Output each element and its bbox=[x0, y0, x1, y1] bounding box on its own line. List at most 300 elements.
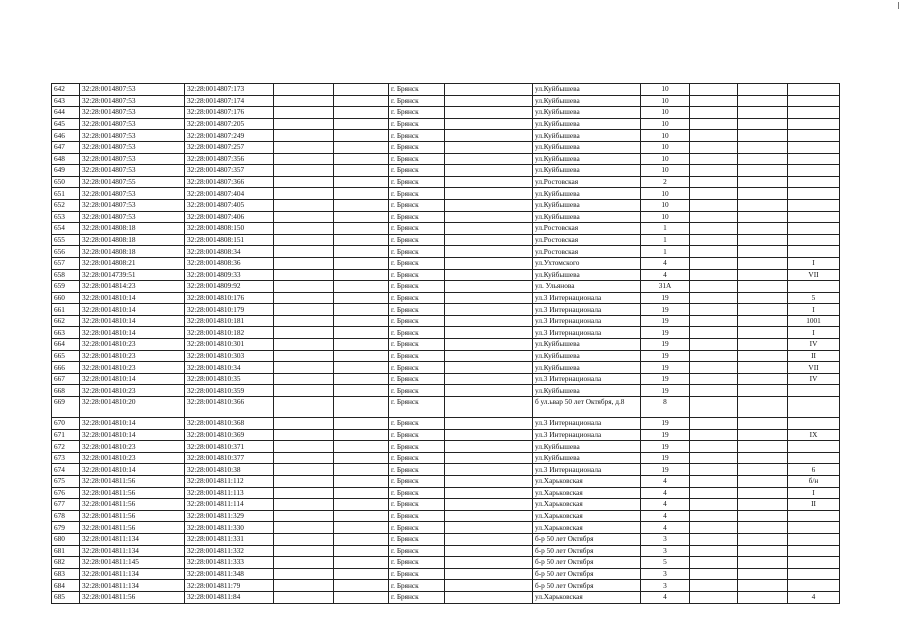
cell-row-number: 642 bbox=[52, 84, 80, 96]
cell-premises-number bbox=[788, 568, 840, 580]
cell-cadastral-number: 32:28:0014810:181 bbox=[185, 315, 274, 327]
cell-col-11 bbox=[738, 385, 788, 397]
cell-cadastral-number: 32:28:0014808:150 bbox=[185, 223, 274, 235]
cell-house-number: 1 bbox=[641, 223, 690, 235]
cell-col-10 bbox=[690, 84, 738, 96]
cell-col-4 bbox=[274, 176, 334, 188]
cell-source-cadastral-number: 32:28:0014810:14 bbox=[80, 373, 185, 385]
cell-source-cadastral-number: 32:28:0014811:56 bbox=[80, 510, 185, 522]
cell-house-number: 3 bbox=[641, 580, 690, 592]
cell-col-10 bbox=[690, 429, 738, 441]
cell-col-4 bbox=[274, 591, 334, 603]
cell-col-10 bbox=[690, 315, 738, 327]
cell-source-cadastral-number: 32:28:0014808:18 bbox=[80, 246, 185, 258]
cell-col-11 bbox=[738, 373, 788, 385]
cell-col-10 bbox=[690, 580, 738, 592]
cell-col-10 bbox=[690, 557, 738, 569]
cell-col-5 bbox=[334, 464, 389, 476]
cell-col-7 bbox=[445, 522, 533, 534]
cell-col-4 bbox=[274, 211, 334, 223]
cell-premises-number bbox=[788, 165, 840, 177]
cell-premises-number: IV bbox=[788, 339, 840, 351]
cell-source-cadastral-number: 32:28:0014810:23 bbox=[80, 385, 185, 397]
table-row bbox=[52, 568, 840, 580]
cell-city: г. Брянск bbox=[389, 385, 445, 397]
cell-city: г. Брянск bbox=[389, 464, 445, 476]
cell-col-10 bbox=[690, 545, 738, 557]
cell-cadastral-number: 32:28:0014811:79 bbox=[185, 580, 274, 592]
cell-premises-number: 6 bbox=[788, 464, 840, 476]
cell-row-number: 655 bbox=[52, 234, 80, 246]
cell-premises-number: 5 bbox=[788, 292, 840, 304]
cell-col-10 bbox=[690, 257, 738, 269]
cell-house-number: 4 bbox=[641, 257, 690, 269]
cell-source-cadastral-number: 32:28:0014807:53 bbox=[80, 84, 185, 96]
cell-source-cadastral-number: 32:28:0014810:23 bbox=[80, 452, 185, 464]
cell-col-5 bbox=[334, 176, 389, 188]
cell-col-7 bbox=[445, 176, 533, 188]
cell-row-number: 656 bbox=[52, 246, 80, 258]
cell-col-7 bbox=[445, 199, 533, 211]
cell-row-number: 665 bbox=[52, 350, 80, 362]
cell-col-11 bbox=[738, 522, 788, 534]
cell-house-number: 10 bbox=[641, 188, 690, 200]
cell-col-5 bbox=[334, 397, 389, 418]
cell-house-number: 4 bbox=[641, 269, 690, 281]
cell-col-5 bbox=[334, 373, 389, 385]
cell-col-7 bbox=[445, 246, 533, 258]
cell-house-number: 19 bbox=[641, 362, 690, 374]
cell-cadastral-number: 32:28:0014807:173 bbox=[185, 84, 274, 96]
cell-col-10 bbox=[690, 188, 738, 200]
table-row bbox=[52, 292, 840, 304]
cell-col-10 bbox=[690, 522, 738, 534]
cell-source-cadastral-number: 32:28:0014807:53 bbox=[80, 107, 185, 119]
cell-source-cadastral-number: 32:28:0014810:20 bbox=[80, 397, 185, 418]
cell-col-7 bbox=[445, 84, 533, 96]
cell-col-11 bbox=[738, 281, 788, 293]
cell-city: г. Брянск bbox=[389, 130, 445, 142]
scan-mark bbox=[898, 2, 899, 9]
cell-street: ул.Куйбышева bbox=[533, 441, 641, 453]
cell-house-number: 4 bbox=[641, 591, 690, 603]
cell-house-number: 19 bbox=[641, 452, 690, 464]
cell-city: г. Брянск bbox=[389, 452, 445, 464]
cell-col-5 bbox=[334, 580, 389, 592]
cell-house-number: 31А bbox=[641, 281, 690, 293]
cell-col-11 bbox=[738, 557, 788, 569]
cell-col-11 bbox=[738, 118, 788, 130]
cell-cadastral-number: 32:28:0014810:182 bbox=[185, 327, 274, 339]
cell-col-11 bbox=[738, 246, 788, 258]
cell-row-number: 657 bbox=[52, 257, 80, 269]
cell-source-cadastral-number: 32:28:0014807:53 bbox=[80, 211, 185, 223]
cell-col-10 bbox=[690, 591, 738, 603]
cell-col-5 bbox=[334, 211, 389, 223]
cell-city: г. Брянск bbox=[389, 476, 445, 488]
cell-premises-number bbox=[788, 385, 840, 397]
cell-street: ул.Харьковская bbox=[533, 591, 641, 603]
cell-col-4 bbox=[274, 499, 334, 511]
cell-col-4 bbox=[274, 522, 334, 534]
cell-cadastral-number: 32:28:0014808:36 bbox=[185, 257, 274, 269]
cell-cadastral-number: 32:28:0014811:329 bbox=[185, 510, 274, 522]
cell-house-number: 19 bbox=[641, 304, 690, 316]
cell-col-5 bbox=[334, 281, 389, 293]
cell-cadastral-number: 32:28:0014807:404 bbox=[185, 188, 274, 200]
cell-col-10 bbox=[690, 464, 738, 476]
cell-col-11 bbox=[738, 591, 788, 603]
cell-cadastral-number: 32:28:0014810:38 bbox=[185, 464, 274, 476]
cell-city: г. Брянск bbox=[389, 418, 445, 430]
cell-cadastral-number: 32:28:0014807:205 bbox=[185, 118, 274, 130]
cell-col-7 bbox=[445, 315, 533, 327]
cell-city: г. Брянск bbox=[389, 281, 445, 293]
table-row bbox=[52, 385, 840, 397]
cell-col-5 bbox=[334, 246, 389, 258]
cell-cadastral-number: 32:28:0014811:332 bbox=[185, 545, 274, 557]
cell-col-7 bbox=[445, 141, 533, 153]
cell-col-7 bbox=[445, 118, 533, 130]
cell-col-11 bbox=[738, 476, 788, 488]
cell-col-5 bbox=[334, 476, 389, 488]
cell-col-7 bbox=[445, 211, 533, 223]
cell-col-7 bbox=[445, 429, 533, 441]
cell-city: г. Брянск bbox=[389, 84, 445, 96]
cell-house-number: 10 bbox=[641, 95, 690, 107]
table-row bbox=[52, 441, 840, 453]
table-row bbox=[52, 591, 840, 603]
cell-col-4 bbox=[274, 199, 334, 211]
cell-cadastral-number: 32:28:0014810:301 bbox=[185, 339, 274, 351]
table-row bbox=[52, 545, 840, 557]
cell-col-4 bbox=[274, 557, 334, 569]
cell-street: ул.3 Интернационала bbox=[533, 418, 641, 430]
table-row bbox=[52, 362, 840, 374]
cell-col-4 bbox=[274, 234, 334, 246]
cell-col-7 bbox=[445, 281, 533, 293]
cell-row-number: 671 bbox=[52, 429, 80, 441]
cell-row-number: 662 bbox=[52, 315, 80, 327]
cell-col-7 bbox=[445, 373, 533, 385]
cell-city: г. Брянск bbox=[389, 199, 445, 211]
cell-premises-number bbox=[788, 176, 840, 188]
cell-col-7 bbox=[445, 385, 533, 397]
cell-street: ул.Куйбышева bbox=[533, 95, 641, 107]
cell-col-5 bbox=[334, 130, 389, 142]
cell-col-10 bbox=[690, 339, 738, 351]
cell-col-11 bbox=[738, 211, 788, 223]
cell-row-number: 666 bbox=[52, 362, 80, 374]
cell-source-cadastral-number: 32:28:0014808:18 bbox=[80, 234, 185, 246]
cell-col-7 bbox=[445, 327, 533, 339]
cell-col-11 bbox=[738, 107, 788, 119]
cell-premises-number: VII bbox=[788, 269, 840, 281]
cell-col-11 bbox=[738, 165, 788, 177]
cell-premises-number: I bbox=[788, 257, 840, 269]
cell-col-5 bbox=[334, 292, 389, 304]
cell-house-number: 19 bbox=[641, 315, 690, 327]
table-row bbox=[52, 339, 840, 351]
cell-premises-number: IX bbox=[788, 429, 840, 441]
cell-city: г. Брянск bbox=[389, 304, 445, 316]
cell-source-cadastral-number: 32:28:0014807:53 bbox=[80, 165, 185, 177]
cell-col-10 bbox=[690, 452, 738, 464]
cell-street: ул.Куйбышева bbox=[533, 269, 641, 281]
cell-col-7 bbox=[445, 510, 533, 522]
cell-cadastral-number: 32:28:0014807:356 bbox=[185, 153, 274, 165]
cell-row-number: 680 bbox=[52, 533, 80, 545]
cell-col-4 bbox=[274, 153, 334, 165]
cell-col-7 bbox=[445, 580, 533, 592]
cell-col-4 bbox=[274, 281, 334, 293]
cell-source-cadastral-number: 32:28:0014810:23 bbox=[80, 339, 185, 351]
cell-col-4 bbox=[274, 385, 334, 397]
cell-row-number: 672 bbox=[52, 441, 80, 453]
cell-col-5 bbox=[334, 165, 389, 177]
cell-source-cadastral-number: 32:28:0014810:23 bbox=[80, 350, 185, 362]
cell-cadastral-number: 32:28:0014810:34 bbox=[185, 362, 274, 374]
cell-street: ул.Ростовская bbox=[533, 176, 641, 188]
cell-house-number: 19 bbox=[641, 327, 690, 339]
cell-premises-number: 1001 bbox=[788, 315, 840, 327]
cell-col-11 bbox=[738, 452, 788, 464]
cell-city: г. Брянск bbox=[389, 95, 445, 107]
cell-source-cadastral-number: 32:28:0014807:53 bbox=[80, 199, 185, 211]
cell-col-10 bbox=[690, 211, 738, 223]
table-row bbox=[52, 476, 840, 488]
cell-col-7 bbox=[445, 545, 533, 557]
cell-col-7 bbox=[445, 418, 533, 430]
cell-col-11 bbox=[738, 499, 788, 511]
cell-city: г. Брянск bbox=[389, 533, 445, 545]
cell-row-number: 674 bbox=[52, 464, 80, 476]
cell-col-10 bbox=[690, 304, 738, 316]
cell-col-5 bbox=[334, 591, 389, 603]
cell-col-4 bbox=[274, 510, 334, 522]
cell-col-5 bbox=[334, 141, 389, 153]
cell-street: б-р 50 лет Октября bbox=[533, 533, 641, 545]
cell-cadastral-number: 32:28:0014807:176 bbox=[185, 107, 274, 119]
cell-row-number: 648 bbox=[52, 153, 80, 165]
cell-col-5 bbox=[334, 487, 389, 499]
cell-city: г. Брянск bbox=[389, 327, 445, 339]
cell-col-5 bbox=[334, 441, 389, 453]
cell-row-number: 664 bbox=[52, 339, 80, 351]
cell-house-number: 2 bbox=[641, 176, 690, 188]
table-row bbox=[52, 580, 840, 592]
cell-premises-number: I bbox=[788, 487, 840, 499]
table-row bbox=[52, 452, 840, 464]
cell-street: ул.Ростовская bbox=[533, 223, 641, 235]
cell-col-5 bbox=[334, 269, 389, 281]
cell-row-number: 646 bbox=[52, 130, 80, 142]
cell-col-4 bbox=[274, 429, 334, 441]
cell-source-cadastral-number: 32:28:0014810:14 bbox=[80, 418, 185, 430]
cell-col-11 bbox=[738, 418, 788, 430]
cell-col-5 bbox=[334, 362, 389, 374]
cell-cadastral-number: 32:28:0014811:348 bbox=[185, 568, 274, 580]
cell-col-11 bbox=[738, 533, 788, 545]
cell-cadastral-number: 32:28:0014811:112 bbox=[185, 476, 274, 488]
cell-source-cadastral-number: 32:28:0014811:56 bbox=[80, 499, 185, 511]
cell-col-10 bbox=[690, 476, 738, 488]
cell-source-cadastral-number: 32:28:0014807:53 bbox=[80, 188, 185, 200]
cell-premises-number bbox=[788, 522, 840, 534]
cell-col-4 bbox=[274, 165, 334, 177]
cell-col-4 bbox=[274, 304, 334, 316]
cell-street: ул.Харьковская bbox=[533, 476, 641, 488]
cell-col-4 bbox=[274, 545, 334, 557]
cell-city: г. Брянск bbox=[389, 269, 445, 281]
cell-col-5 bbox=[334, 84, 389, 96]
cell-col-5 bbox=[334, 327, 389, 339]
cell-col-10 bbox=[690, 199, 738, 211]
cell-street: ул.Куйбышева bbox=[533, 385, 641, 397]
cell-col-5 bbox=[334, 545, 389, 557]
cell-col-10 bbox=[690, 153, 738, 165]
cell-street: ул.Куйбышева bbox=[533, 141, 641, 153]
cell-city: г. Брянск bbox=[389, 339, 445, 351]
cell-house-number: 19 bbox=[641, 292, 690, 304]
cell-premises-number bbox=[788, 107, 840, 119]
cell-cadastral-number: 32:28:0014810:368 bbox=[185, 418, 274, 430]
cell-col-10 bbox=[690, 362, 738, 374]
cell-city: г. Брянск bbox=[389, 557, 445, 569]
cell-col-10 bbox=[690, 130, 738, 142]
cell-col-4 bbox=[274, 476, 334, 488]
cell-house-number: 10 bbox=[641, 153, 690, 165]
cell-source-cadastral-number: 32:28:0014811:134 bbox=[80, 545, 185, 557]
cell-row-number: 645 bbox=[52, 118, 80, 130]
cell-col-5 bbox=[334, 557, 389, 569]
cell-col-5 bbox=[334, 510, 389, 522]
cell-row-number: 663 bbox=[52, 327, 80, 339]
cell-col-5 bbox=[334, 533, 389, 545]
cell-row-number: 668 bbox=[52, 385, 80, 397]
cell-source-cadastral-number: 32:28:0014807:53 bbox=[80, 95, 185, 107]
table-row bbox=[52, 557, 840, 569]
cell-cadastral-number: 32:28:0014810:179 bbox=[185, 304, 274, 316]
cell-col-5 bbox=[334, 429, 389, 441]
cell-house-number: 5 bbox=[641, 557, 690, 569]
table-row bbox=[52, 84, 840, 96]
cell-street: б-р 50 лет Октября bbox=[533, 557, 641, 569]
cell-col-4 bbox=[274, 418, 334, 430]
cell-col-7 bbox=[445, 223, 533, 235]
table-row bbox=[52, 350, 840, 362]
cell-row-number: 685 bbox=[52, 591, 80, 603]
cell-city: г. Брянск bbox=[389, 141, 445, 153]
cell-row-number: 679 bbox=[52, 522, 80, 534]
table-row bbox=[52, 118, 840, 130]
cell-col-10 bbox=[690, 533, 738, 545]
cell-col-11 bbox=[738, 464, 788, 476]
cell-col-5 bbox=[334, 118, 389, 130]
cell-row-number: 676 bbox=[52, 487, 80, 499]
cell-col-11 bbox=[738, 234, 788, 246]
cell-col-10 bbox=[690, 385, 738, 397]
cell-col-4 bbox=[274, 292, 334, 304]
cell-col-4 bbox=[274, 373, 334, 385]
cell-col-10 bbox=[690, 441, 738, 453]
cell-col-7 bbox=[445, 304, 533, 316]
cell-premises-number bbox=[788, 246, 840, 258]
cell-col-4 bbox=[274, 362, 334, 374]
cell-premises-number bbox=[788, 211, 840, 223]
table-row bbox=[52, 522, 840, 534]
cell-city: г. Брянск bbox=[389, 362, 445, 374]
cell-col-11 bbox=[738, 153, 788, 165]
cell-house-number: 19 bbox=[641, 464, 690, 476]
cell-col-11 bbox=[738, 580, 788, 592]
cell-house-number: 19 bbox=[641, 350, 690, 362]
cell-row-number: 659 bbox=[52, 281, 80, 293]
cell-col-11 bbox=[738, 84, 788, 96]
cell-col-7 bbox=[445, 568, 533, 580]
cell-col-5 bbox=[334, 199, 389, 211]
cell-col-7 bbox=[445, 130, 533, 142]
cell-col-7 bbox=[445, 292, 533, 304]
cell-col-5 bbox=[334, 257, 389, 269]
table-row bbox=[52, 315, 840, 327]
table-row bbox=[52, 373, 840, 385]
cell-col-5 bbox=[334, 522, 389, 534]
cell-premises-number: I bbox=[788, 304, 840, 316]
table-row bbox=[52, 269, 840, 281]
table-row bbox=[52, 533, 840, 545]
cell-col-4 bbox=[274, 269, 334, 281]
table-row bbox=[52, 141, 840, 153]
cell-city: г. Брянск bbox=[389, 223, 445, 235]
cell-cadastral-number: 32:28:0014807:357 bbox=[185, 165, 274, 177]
cell-col-11 bbox=[738, 510, 788, 522]
cell-city: г. Брянск bbox=[389, 580, 445, 592]
cell-street: ул.3 Интернационала bbox=[533, 315, 641, 327]
cell-cadastral-number: 32:28:0014808:151 bbox=[185, 234, 274, 246]
cell-street: ул.3 Интернационала bbox=[533, 373, 641, 385]
cell-col-11 bbox=[738, 339, 788, 351]
cell-street: ул.Куйбышева bbox=[533, 130, 641, 142]
cell-premises-number bbox=[788, 557, 840, 569]
cell-city: г. Брянск bbox=[389, 487, 445, 499]
cell-premises-number bbox=[788, 141, 840, 153]
cell-col-5 bbox=[334, 418, 389, 430]
cell-source-cadastral-number: 32:28:0014807:55 bbox=[80, 176, 185, 188]
cell-row-number: 651 bbox=[52, 188, 80, 200]
cell-col-11 bbox=[738, 188, 788, 200]
cell-col-10 bbox=[690, 568, 738, 580]
cell-city: г. Брянск bbox=[389, 568, 445, 580]
register-table bbox=[51, 83, 840, 604]
cell-col-5 bbox=[334, 452, 389, 464]
cell-city: г. Брянск bbox=[389, 165, 445, 177]
cell-col-4 bbox=[274, 107, 334, 119]
cell-city: г. Брянск bbox=[389, 257, 445, 269]
cell-col-4 bbox=[274, 452, 334, 464]
cell-city: г. Брянск bbox=[389, 591, 445, 603]
cell-house-number: 1 bbox=[641, 234, 690, 246]
cell-premises-number bbox=[788, 84, 840, 96]
cell-street: ул.3 Интернационала bbox=[533, 327, 641, 339]
cell-premises-number bbox=[788, 533, 840, 545]
cell-col-7 bbox=[445, 533, 533, 545]
cell-row-number: 667 bbox=[52, 373, 80, 385]
cell-source-cadastral-number: 32:28:0014811:134 bbox=[80, 568, 185, 580]
cell-col-7 bbox=[445, 188, 533, 200]
cell-col-7 bbox=[445, 441, 533, 453]
cell-col-11 bbox=[738, 441, 788, 453]
